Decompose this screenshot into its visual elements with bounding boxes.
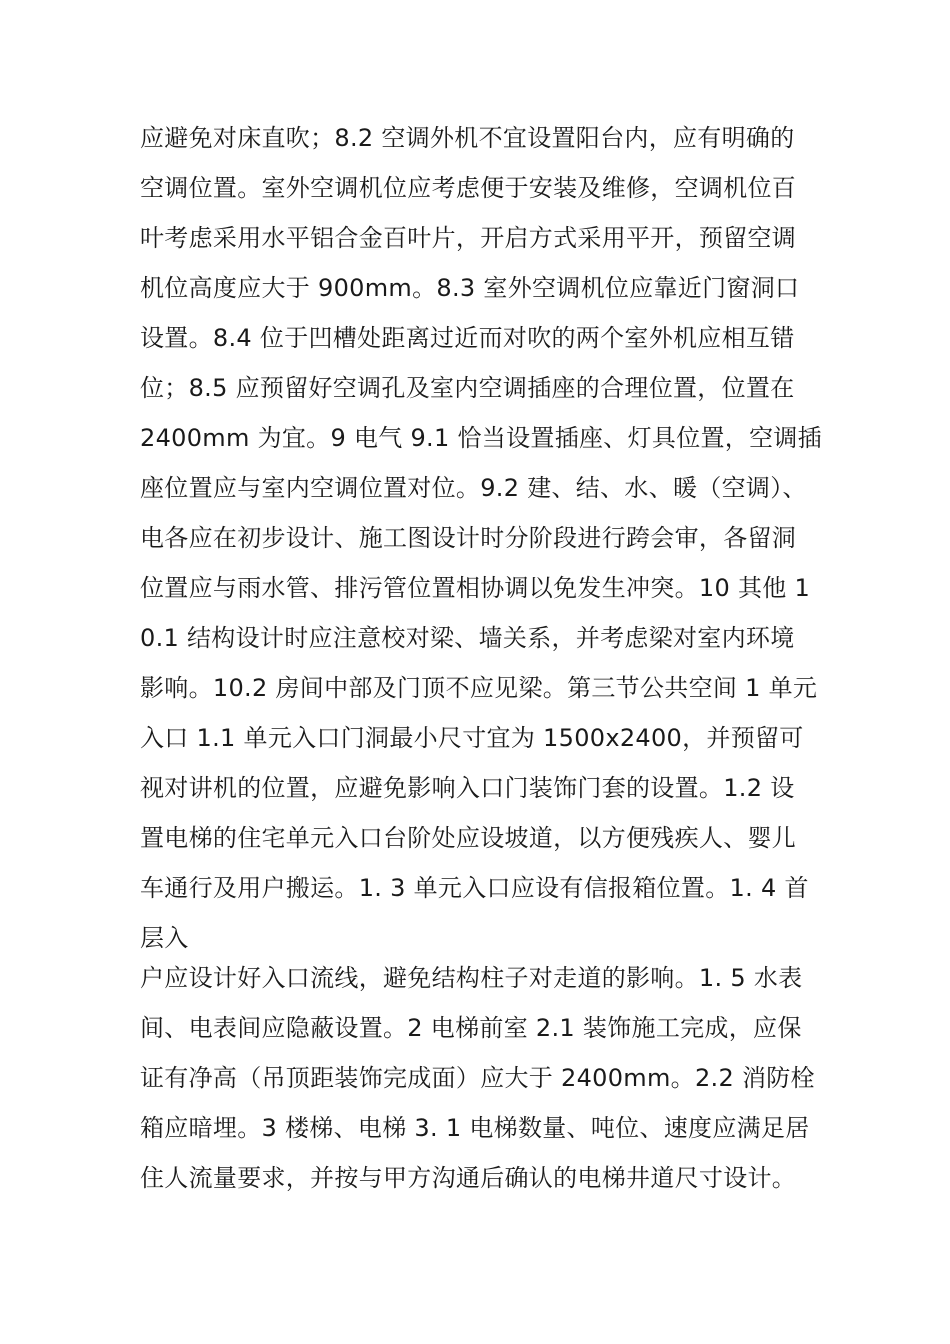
- text-line: 影响。10.2 房间中部及门顶不应见梁。第三节公共空间 1 单元: [140, 674, 818, 702]
- text-line: 设置。8.4 位于凹槽处距离过近而对吹的两个室外机应相互错: [140, 324, 795, 352]
- text-line: 座位置应与室内空调位置对位。9.2 建、结、水、暖（空调）、: [140, 474, 807, 502]
- text-line: 位置应与雨水管、排污管位置相协调以免发生冲突。10 其他 1: [140, 574, 811, 602]
- text-line: 空调位置。室外空调机位应考虑便于安装及维修，空调机位百: [140, 174, 797, 202]
- text-line: 机位高度应大于 900mm。8.3 室外空调机位应靠近门窗洞口: [140, 274, 800, 302]
- text-line: 0.1 结构设计时应注意校对梁、墙关系，并考虑梁对室内环境: [140, 624, 795, 652]
- text-line: 入口 1.1 单元入口门洞最小尺寸宜为 1500x2400，并预留可: [140, 724, 804, 752]
- text-line: 户应设计好入口流线，避免结构柱子对走道的影响。1. 5 水表: [140, 964, 803, 992]
- text-line: 叶考虑采用水平铝合金百叶片，开启方式采用平开，预留空调: [140, 224, 797, 252]
- text-line: 证有净高（吊顶距装饰完成面）应大于 2400mm。2.2 消防栓: [140, 1064, 815, 1092]
- paragraph-1: [140, 113, 820, 963]
- text-line: 视对讲机的位置，应避免影响入口门装饰门套的设置。1.2 设: [140, 774, 795, 802]
- text-line: 2400mm 为宜。9 电气 9.1 恰当设置插座、灯具位置，空调插: [140, 424, 822, 452]
- text-line: 位；8.5 应预留好空调孔及室内空调插座的合理位置，位置在: [140, 374, 795, 402]
- text-line: 应避免对床直吹；8.2 空调外机不宜设置阳台内，应有明确的: [140, 124, 795, 152]
- text-line: 电各应在初步设计、施工图设计时分阶段进行跨会审，各留洞: [140, 524, 797, 552]
- text-line: 车通行及用户搬运。1. 3 单元入口应设有信报箱位置。1. 4 首: [140, 874, 809, 902]
- text-line: 箱应暗埋。3 楼梯、电梯 3. 1 电梯数量、吨位、速度应满足居: [140, 1114, 810, 1142]
- paragraph-2: [140, 953, 820, 1203]
- text-line: 层入: [140, 924, 189, 952]
- text-line: 住人流量要求，并按与甲方沟通后确认的电梯井道尺寸设计。: [140, 1164, 797, 1192]
- text-line: 间、电表间应隐蔽设置。2 电梯前室 2.1 装饰施工完成，应保: [140, 1014, 802, 1042]
- text-line: 置电梯的住宅单元入口台阶处应设坡道，以方便残疾人、婴儿: [140, 824, 797, 852]
